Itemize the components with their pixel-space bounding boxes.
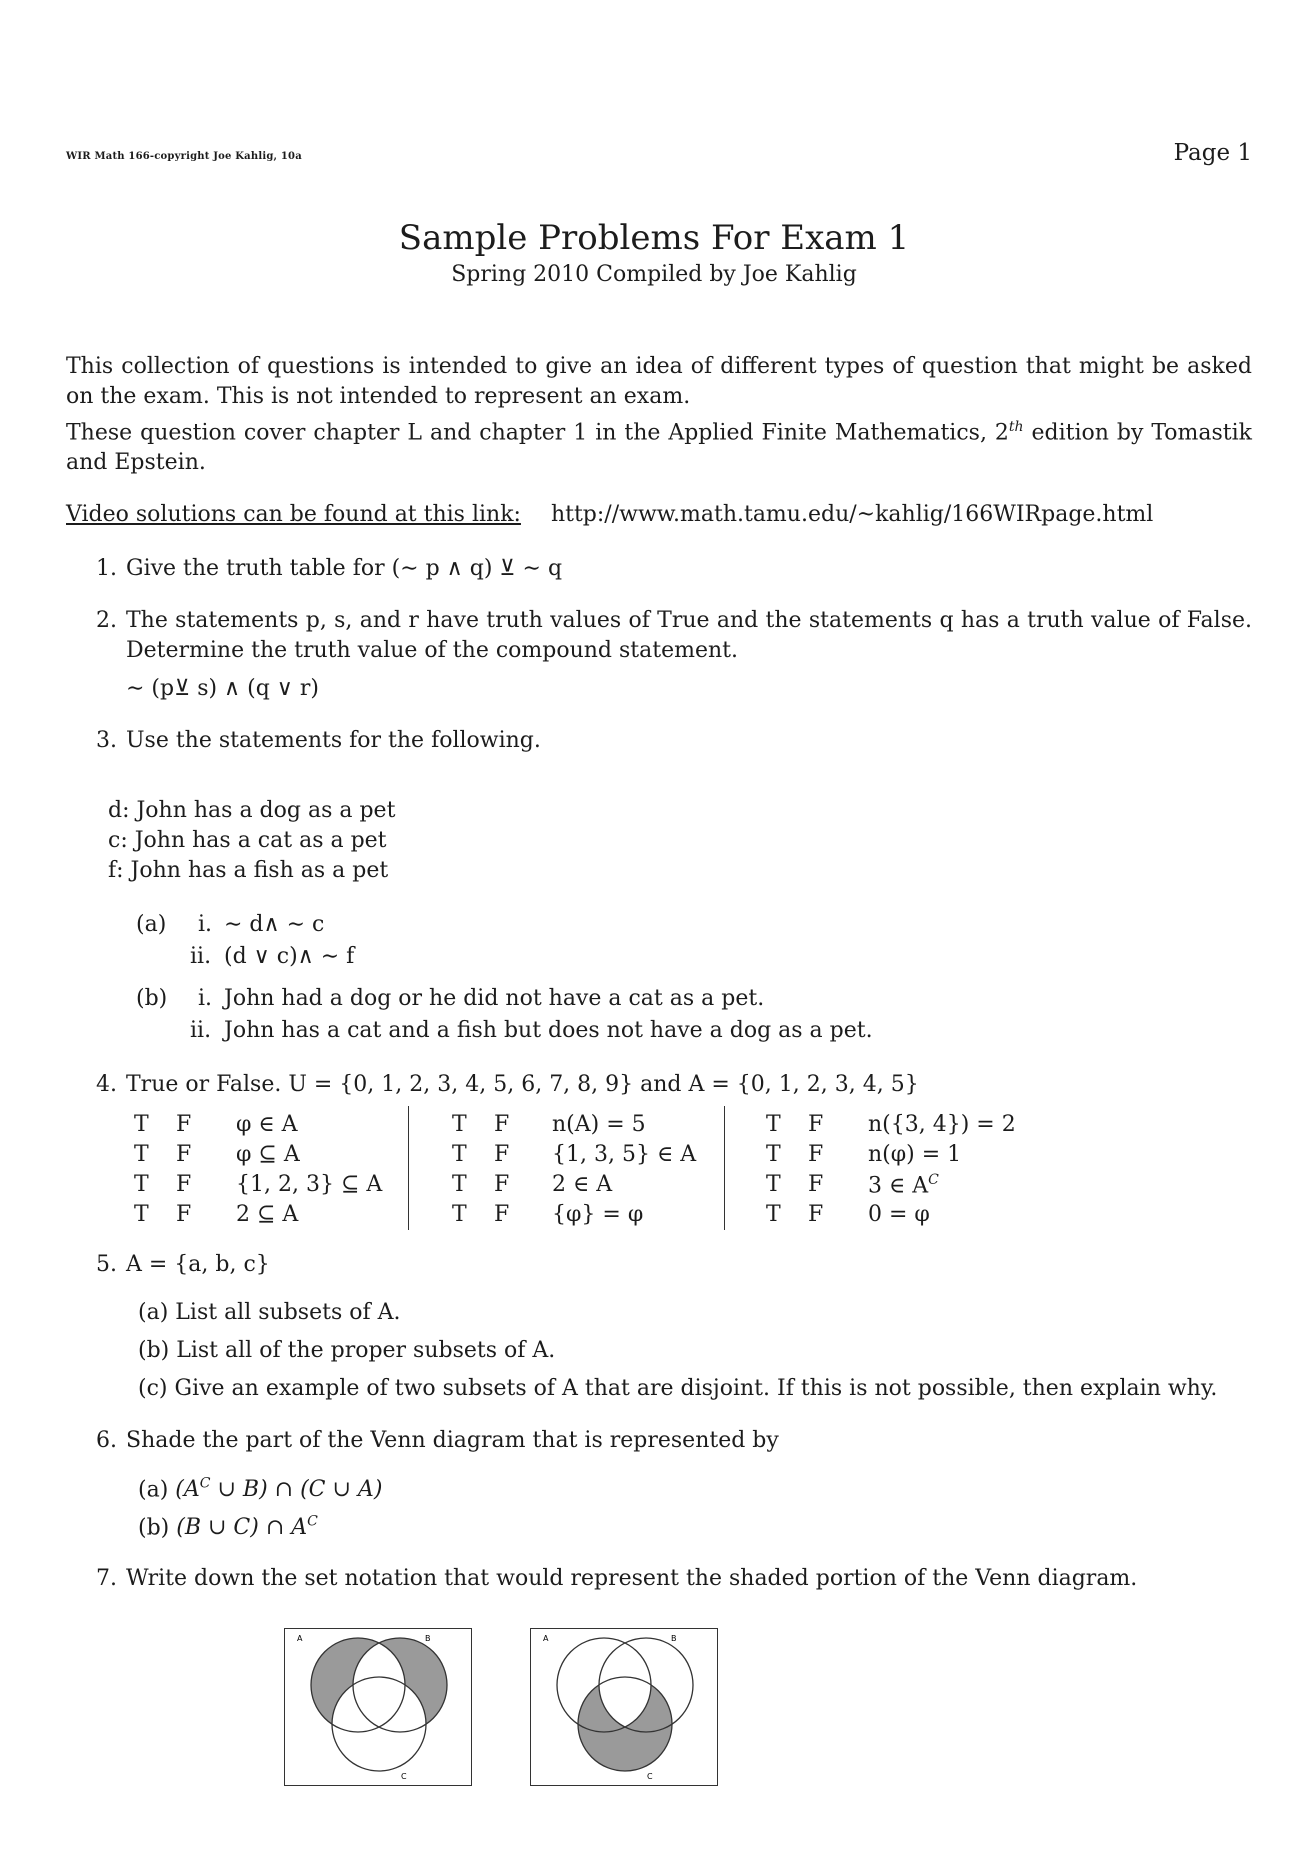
venn-1-label-a: A (297, 1634, 303, 1643)
venn-2-svg (531, 1629, 717, 1785)
tf-statement-text-c2-r1: n(A) = 5 (552, 1112, 646, 1137)
q6-a-label: (a) (138, 1477, 169, 1503)
question-3 (96, 728, 541, 753)
tf-true-c3-r3: T (766, 1172, 781, 1197)
tf-true-c3-r1: T (766, 1112, 781, 1137)
venn-1-svg (285, 1629, 471, 1785)
tf-statement-c3-r1 (868, 1112, 1016, 1137)
tf-true-c2-r4: T (452, 1202, 467, 1227)
venn-diagram-2 (530, 1628, 718, 1786)
q3-b-i: John had a dog or he did not have a cat as a pet. (224, 986, 765, 1011)
q6-b-sup: C (307, 1514, 318, 1530)
tf-statement-c2-r4 (552, 1202, 643, 1227)
q3-a-i: ∼ d∧ ∼ c (224, 912, 325, 937)
tf-statement-c2-r1 (552, 1112, 646, 1137)
q6-a-expr (175, 1477, 382, 1502)
tf-true-c3-r2: T (766, 1142, 781, 1167)
q5-part-a (138, 1300, 401, 1325)
q6-b-expr (176, 1515, 318, 1540)
q3-a-ii-num: ii. (190, 944, 212, 969)
q6-part-b (138, 1514, 318, 1540)
tf-statement-text-c3-r2: n(φ) = 1 (868, 1142, 962, 1167)
tf-statement-c1-r3 (236, 1172, 382, 1197)
q7-number: 7. (96, 1566, 117, 1591)
tf-true-c2-r3: T (452, 1172, 467, 1197)
tf-false-c2-r4: F (494, 1202, 510, 1227)
tf-false-c1-r3: F (176, 1172, 192, 1197)
q2-expression: ∼ (p⊻ s) ∧ (q ∨ r) (126, 676, 320, 701)
q6-number: 6. (96, 1428, 117, 1453)
q5-number: 5. (96, 1252, 117, 1277)
q7-text: Write down the set notation that would represent the shaded portion of the Venn diagram. (126, 1566, 1138, 1591)
tf-true-c1-r1: T (134, 1112, 149, 1137)
q6-a-sup: C (199, 1476, 211, 1492)
q3-statement-c: c: John has a cat as a pet (108, 828, 387, 853)
intro-p2-sup: th (1008, 419, 1024, 435)
intro-p2-after: edition by Tomastik and Epstein. (66, 420, 1253, 476)
tf-statement-text-c3-r1: n({3, 4}) = 2 (868, 1112, 1016, 1137)
question-6 (96, 1428, 779, 1453)
tf-false-c1-r1: F (176, 1112, 192, 1137)
q5-a-label: (a) (138, 1300, 169, 1325)
tf-true-c1-r2: T (134, 1142, 149, 1167)
tf-statement-text-c1-r1: φ ∈ A (236, 1112, 298, 1137)
q6-part-a (138, 1476, 382, 1502)
q3-text: Use the statements for the following. (126, 728, 541, 753)
tf-false-c2-r2: F (494, 1142, 510, 1167)
page-title: Sample Problems For Exam 1 (398, 218, 910, 258)
q2-text: The statements p, s, and r have truth values of True and the statements q has a truth value of False. Determine the truth value of the compound statement. (126, 608, 1252, 663)
q1-text: Give the truth table for (∼ p ∧ q) ⊻ ∼ q (126, 556, 563, 581)
q5-text: A = {a, b, c} (126, 1252, 270, 1277)
q5-b-label: (b) (138, 1338, 170, 1363)
video-link[interactable]: http://www.math.tamu.edu/~kahlig/166WIRpage.html (550, 502, 1154, 527)
tf-false-c3-r1: F (808, 1112, 824, 1137)
intro-paragraph-1: This collection of questions is intended to give an idea of different types of question that might be asked on the exam. This is not intended to represent an exam. (66, 354, 1252, 409)
q3-a-i-num: i. (198, 912, 213, 937)
table-divider-2 (724, 1106, 725, 1230)
venn-1-label-b: B (425, 1634, 431, 1643)
tf-statement-text-c2-r3: 2 ∈ A (552, 1172, 613, 1197)
q6-text: Shade the part of the Venn diagram that is represented by (126, 1428, 779, 1453)
tf-statement-sup: C (928, 1172, 939, 1188)
q3-statement-d: d: John has a dog as a pet (108, 798, 396, 823)
q4-text: True or False. U = {0, 1, 2, 3, 4, 5, 6, 7, 8, 9} and A = {0, 1, 2, 3, 4, 5} (126, 1072, 919, 1097)
q4-number: 4. (96, 1072, 117, 1097)
tf-statement-c3-r4 (868, 1202, 930, 1227)
tf-statement-text-c1-r3: {1, 2, 3} ⊆ A (236, 1172, 383, 1197)
question-2 (96, 606, 1252, 666)
q6-b-pre: (B ∪ C) ∩ A (176, 1515, 308, 1541)
tf-statement-c1-r2 (236, 1142, 300, 1167)
question-5 (96, 1252, 270, 1277)
tf-false-c1-r4: F (176, 1202, 192, 1227)
tf-statement-c1-r4 (236, 1202, 298, 1227)
tf-statement-text-c3-r3: 3 ∈ A (868, 1173, 929, 1199)
q3-b-i-num: i. (198, 986, 213, 1011)
q5-part-b (138, 1338, 555, 1363)
video-line (66, 502, 1153, 527)
header-left: WIR Math 166-copyright Joe Kahlig, 10a (66, 151, 302, 162)
page-number: Page 1 (1173, 140, 1252, 166)
question-1 (96, 556, 563, 581)
venn-2-label-b: B (671, 1634, 677, 1643)
question-7 (96, 1566, 1138, 1591)
tf-true-c2-r2: T (452, 1142, 467, 1167)
question-4 (96, 1072, 919, 1097)
tf-statement-text-c1-r2: φ ⊆ A (236, 1142, 300, 1167)
q5-part-c (138, 1376, 1217, 1401)
tf-true-c1-r4: T (134, 1202, 149, 1227)
q6-b-label: (b) (138, 1515, 170, 1541)
q3-b-ii: John has a cat and a fish but does not have a dog as a pet. (224, 1018, 873, 1043)
q2-number: 2. (96, 608, 117, 633)
tf-false-c1-r2: F (176, 1142, 192, 1167)
video-label: Video solutions can be found at this link: (66, 502, 521, 527)
q3-a-ii: (d ∨ c)∧ ∼ f (224, 944, 355, 969)
venn-diagram-1 (284, 1628, 472, 1786)
tf-statement-c3-r2 (868, 1142, 961, 1167)
tf-statement-c2-r3 (552, 1172, 612, 1197)
tf-false-c3-r4: F (808, 1202, 824, 1227)
tf-statement-c3-r3 (868, 1172, 939, 1198)
q6-a-pre: (A (175, 1477, 200, 1503)
tf-false-c2-r1: F (494, 1112, 510, 1137)
venn-2-label-a: A (543, 1634, 549, 1643)
tf-statement-text-c2-r2: {1, 3, 5} ∈ A (552, 1142, 697, 1167)
q3-a-label: (a) (136, 912, 167, 937)
q5-a-text: List all subsets of A. (175, 1300, 401, 1325)
tf-true-c3-r4: T (766, 1202, 781, 1227)
q3-b-ii-num: ii. (190, 1018, 212, 1043)
q3-number: 3. (96, 728, 117, 753)
tf-false-c3-r2: F (808, 1142, 824, 1167)
venn-1-label-c: C (401, 1772, 407, 1781)
tf-statement-c2-r2 (552, 1142, 696, 1167)
q1-number: 1. (96, 556, 117, 581)
tf-statement-c1-r1 (236, 1112, 298, 1137)
page-subtitle: Spring 2010 Compiled by Joe Kahlig (451, 262, 857, 287)
intro-paragraph-2 (66, 412, 1252, 478)
intro-p2-before: These question cover chapter L and chapter 1 in the Applied Finite Mathematics, 2 (66, 420, 1009, 446)
q3-statements (108, 796, 395, 886)
q3-statement-f: f: John has a fish as a pet (108, 858, 389, 883)
tf-false-c2-r3: F (494, 1172, 510, 1197)
tf-true-c1-r3: T (134, 1172, 149, 1197)
tf-statement-text-c2-r4: {φ} = φ (552, 1202, 644, 1227)
q3-b-label: (b) (136, 986, 168, 1011)
q5-b-text: List all of the proper subsets of A. (176, 1338, 556, 1363)
tf-false-c3-r3: F (808, 1172, 824, 1197)
venn-2-label-c: C (647, 1772, 653, 1781)
tf-statement-text-c1-r4: 2 ⊆ A (236, 1202, 299, 1227)
tf-statement-text-c3-r4: 0 = φ (868, 1202, 930, 1227)
tf-true-c2-r1: T (452, 1112, 467, 1137)
q5-c-text: Give an example of two subsets of A that are disjoint. If this is not possible, then explain why. (174, 1376, 1218, 1401)
intro (66, 352, 1252, 478)
q6-a-post: ∪ B) ∩ (C ∪ A) (210, 1477, 383, 1503)
table-divider-1 (408, 1106, 409, 1230)
q5-c-label: (c) (138, 1376, 168, 1401)
